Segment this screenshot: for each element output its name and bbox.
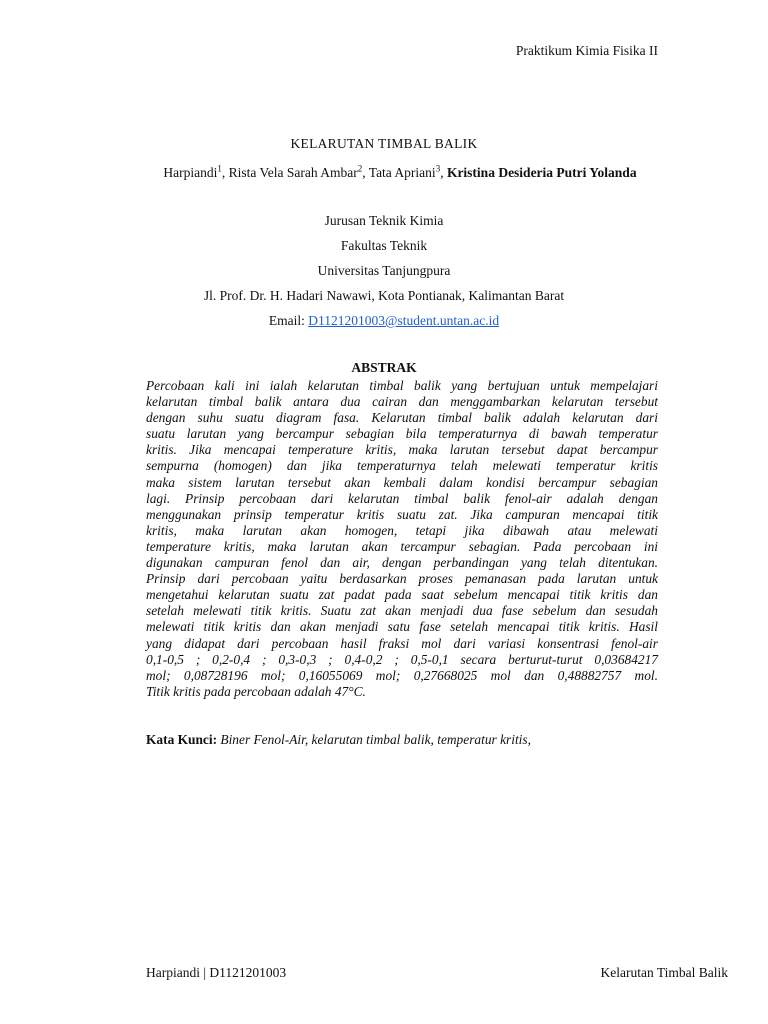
abstract-line: menggunakan prinsip temperatur kritis suatu zat. Jika campuran mencapai titik [146, 506, 658, 522]
affiliation-address: Jl. Prof. Dr. H. Hadari Nawawi, Kota Pontianak, Kalimantan Barat [203, 288, 565, 303]
abstract-line: suatu larutan yang bercampur sebagian bila temperaturnya di bawah temperatur [146, 426, 658, 442]
abstract-line: kelarutan timbal balik antara dua cairan dan menggambarkan kelarutan tersebut [146, 394, 658, 410]
author-3: Tata Apriani [368, 165, 436, 180]
abstract-line: Titik kritis pada percobaan adalah 47°C. [146, 683, 366, 699]
keywords-value: Biner Fenol-Air, kelarutan timbal balik, temperatur kritis, [220, 732, 531, 747]
abstract-line: temperature kritis, maka larutan akan tercampur sebagian. Pada percobaan ini [146, 538, 658, 554]
keywords-label: Kata Kunci: [146, 732, 218, 747]
email-line [0, 313, 768, 329]
author-2-affil: 2 [357, 163, 363, 174]
abstract-line: lagi. Prinsip percobaan dari kelarutan timbal balik fenol-air adalah dengan [146, 490, 658, 506]
author-1: Harpiandi [163, 165, 218, 180]
abstract-heading: ABSTRAK [351, 360, 417, 375]
affiliation-university: Universitas Tanjungpura [317, 263, 451, 278]
author-4: Kristina Desideria Putri Yolanda [446, 165, 637, 180]
affiliation-faculty: Fakultas Teknik [340, 238, 428, 253]
abstract-line: sempurna (homogen) dan jika temperaturnya telah melewati temperatur kritis [146, 458, 658, 474]
abstract-line: kritis. Jika mencapai temperature kritis, maka larutan tersebut dapat bercampur [146, 442, 658, 458]
abstract-line: Prinsip dari percobaan yaitu berdasarkan proses pemanasan pada larutan untuk [146, 571, 658, 587]
author-2: Rista Vela Sarah Ambar [228, 165, 358, 180]
abstract-line: setelah melewati titik kritis. Suatu zat akan menjadi dua fase sebelum dan sesudah [146, 603, 658, 619]
affiliation-department: Jurusan Teknik Kimia [324, 213, 444, 228]
abstract-line: melewati titik kritis dan akan menjadi satu fase setelah mencapai titik kritis. Hasil [146, 619, 658, 635]
footer-title: Kelarutan Timbal Balik [600, 965, 728, 980]
abstract-line: 0,1-0,5 ; 0,2-0,4 ; 0,3-0,3 ; 0,4-0,2 ; 0,5-0,1 secara berturut-turut 0,03684217 [146, 651, 658, 667]
author-1-affil: 1 [217, 163, 222, 174]
email-link[interactable]: D1121201003@student.untan.ac.id [308, 313, 500, 328]
abstract-line: digunakan campuran fenol dan air, dengan perbandingan yang telah ditentukan. [146, 555, 658, 571]
keywords [146, 732, 531, 748]
email-label: Email: [268, 313, 305, 328]
abstract-line: Percobaan kali ini ialah kelarutan timbal balik yang bertujuan untuk mempelajari [146, 378, 658, 393]
footer-author-id: Harpiandi | D1121201003 [146, 965, 287, 980]
running-header: Praktikum Kimia Fisika II [515, 43, 658, 58]
abstract-line: maka sistem larutan tersebut akan kembali dalam kondisi bercampur sebagian [146, 474, 658, 490]
author-list: Harpiandi$^1$, Rista Vela Sarah Ambar$^2$, Tata Apriani$^3$, Kristina Desideria Putri Yolanda [163, 163, 637, 180]
abstract-line: mol; 0,08728196 mol; 0,16055069 mol; 0,27668025 mol dan 0,48882757 mol. [146, 667, 658, 683]
abstract-line: yang didapat dari percobaan hasil fraksi mol dari variasi konsentrasi fenol-air [146, 635, 658, 651]
abstract-line: dengan suhu suatu diagram fasa. Kelarutan timbal balik adalah kelarutan dari [146, 410, 658, 426]
abstract-line: mengetahui kelarutan suatu zat padat pada saat sebelum mencapai titik kritis dan [146, 587, 658, 603]
abstract-line: kritis, maka larutan akan homogen, tetapi jika dibawah atau melewati [146, 522, 658, 538]
paper-title: KELARUTAN TIMBAL BALIK [290, 136, 478, 151]
author-3-affil: 3 [435, 163, 441, 174]
abstract-body [146, 378, 658, 700]
